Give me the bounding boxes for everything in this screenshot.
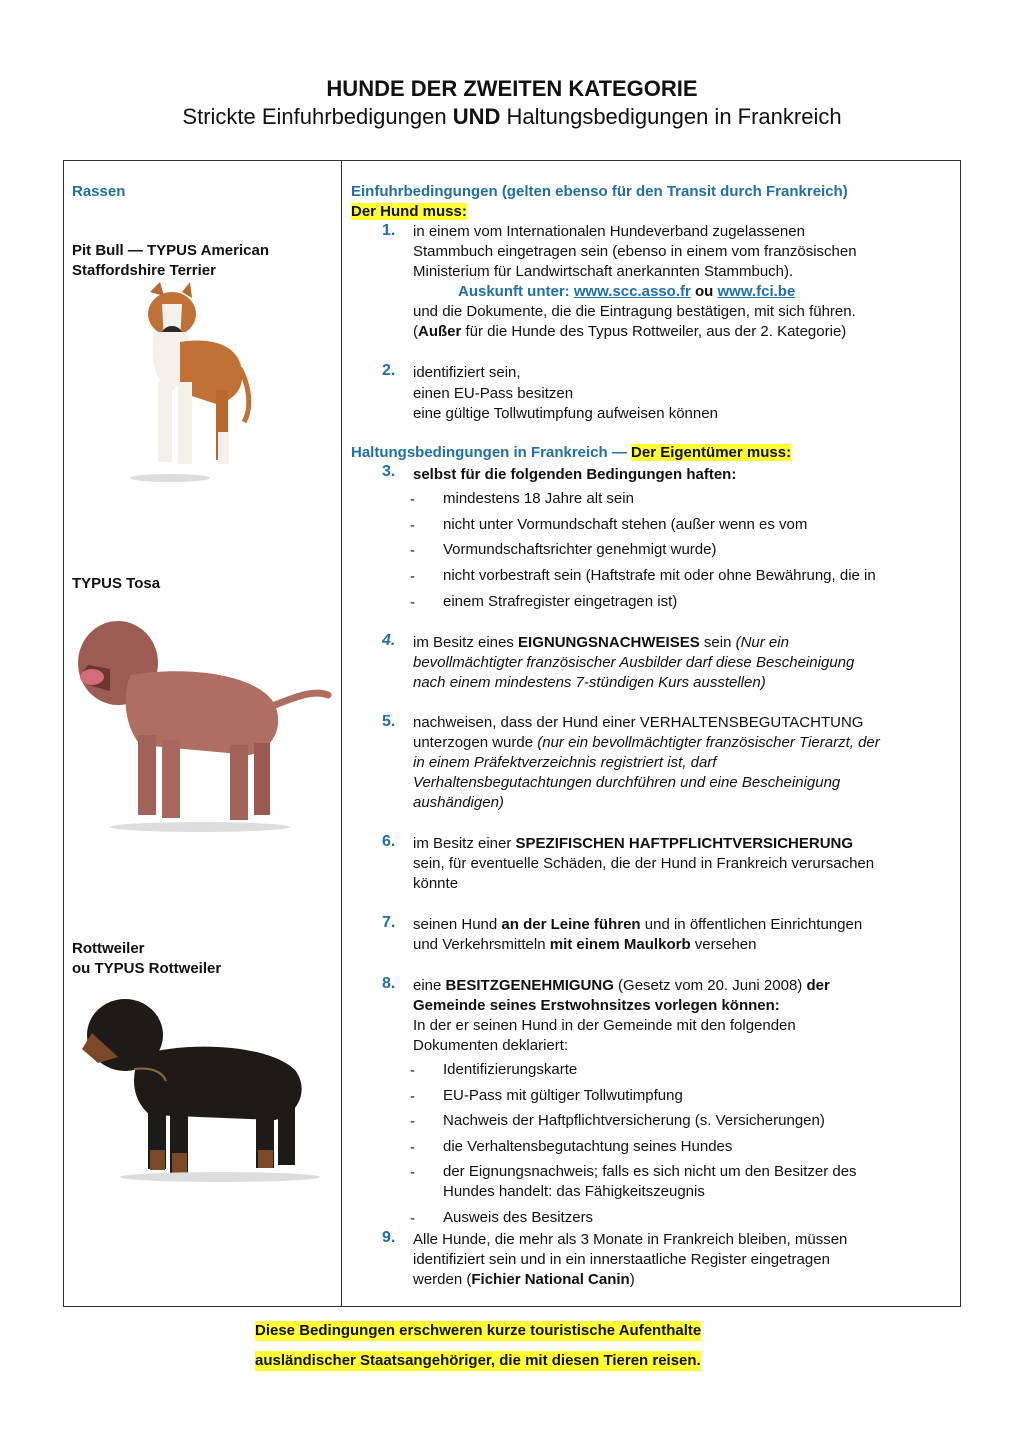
- breed-label-line: ou TYPUS Rottweiler: [72, 960, 222, 977]
- dog-must-label: Der Hund muss:: [351, 203, 467, 220]
- item-1-text-cont: [413, 302, 856, 342]
- item-5-text: [413, 713, 880, 813]
- item-number-9: 9.: [382, 1229, 396, 1246]
- text-bold: mit einem Maulkorb: [549, 936, 691, 953]
- tosa-photo: [70, 605, 335, 835]
- item-8-text: [413, 976, 830, 1056]
- breed-rottweiler-label: [72, 939, 221, 979]
- text-line: Gemeinde seines Erstwohnsitzes vorlegen können:: [413, 997, 780, 1014]
- page-subtitle: [0, 104, 1024, 130]
- item-number-2: 2.: [382, 362, 396, 379]
- item-9-text: [413, 1230, 847, 1290]
- breed-label-line: Staffordshire Terrier: [72, 262, 216, 279]
- item-number-1: 1.: [382, 222, 396, 239]
- breed-tosa-label: TYPUS Tosa: [72, 575, 161, 592]
- text-line: in einem Präfektverzeichnis registriert ist, darf: [413, 754, 717, 771]
- item-number-8: 8.: [382, 975, 396, 992]
- breed-label-line: Rottweiler: [72, 940, 145, 957]
- item-number-3: 3.: [382, 463, 396, 480]
- text-italic: (Nur ein: [735, 634, 789, 651]
- text-line: nach einem mindestens 7-stündigen Kurs ausstellen): [413, 674, 766, 691]
- owner-must-label: Der Eigentümer muss:: [631, 444, 792, 461]
- item-number-7: 7.: [382, 914, 396, 931]
- rottweiler-photo: [70, 985, 335, 1185]
- text-line: Stammbuch eingetragen sein (ebenso in einem vom französischen: [413, 243, 857, 260]
- item-7-text: [413, 915, 862, 955]
- text-part: unterzogen wurde: [413, 734, 538, 751]
- info-line: [458, 282, 795, 302]
- document-item: der Eignungsnachweis; falls es sich nicht um den Besitzer des: [443, 1163, 857, 1180]
- text-line: bevollmächtigter französischer Ausbilder darf diese Bescheinigung: [413, 654, 855, 671]
- footer-note-line-2: ausländischer Staatsangehöriger, die mit diesen Tieren reisen.: [255, 1352, 701, 1369]
- item-3-text: selbst für die folgenden Bedingungen haften:: [413, 466, 737, 483]
- text-part: sein: [699, 634, 736, 651]
- bullet-dash: -: [410, 542, 415, 559]
- text-line: Dokumenten deklariert:: [413, 1037, 569, 1054]
- text-part: und in öffentlichen Einrichtungen: [640, 916, 863, 933]
- text-bold: an der Leine führen: [501, 916, 641, 933]
- text-line: Alle Hunde, die mehr als 3 Monate in Frankreich bleiben, müssen: [413, 1231, 848, 1248]
- document-item: Ausweis des Besitzers: [443, 1209, 594, 1226]
- info-label: Auskunft unter:: [458, 283, 574, 300]
- item-number-6: 6.: [382, 833, 396, 850]
- text-line: [413, 976, 830, 996]
- text-part: ): [629, 1271, 635, 1288]
- text-bold: SPEZIFISCHEN HAFTPFLICHTVERSICHERUNG: [515, 835, 854, 852]
- text-part: im Besitz einer: [413, 835, 516, 852]
- text-bold: der: [806, 977, 830, 994]
- page-title: HUNDE DER ZWEITEN KATEGORIE: [326, 76, 698, 101]
- keeping-heading: [351, 443, 791, 463]
- text-bold: BESITZGENEHMIGUNG: [445, 977, 614, 994]
- document-item-cont: Hundes handelt: das Fähigkeitszeugnis: [443, 1183, 705, 1200]
- text-line: könnte: [413, 875, 459, 892]
- bullet-dash: -: [410, 1210, 415, 1227]
- text-part: werden (: [413, 1271, 472, 1288]
- breeds-heading: Rassen: [72, 183, 126, 200]
- text-line: und die Dokumente, die die Eintragung bestätigen, mit sich führen.: [413, 303, 856, 320]
- item-2-line-2: einen EU-Pass besitzen: [413, 385, 574, 402]
- document-item: EU-Pass mit gültiger Tollwutimpfung: [443, 1087, 683, 1104]
- keeping-heading-text: Haltungsbedingungen in Frankreich —: [351, 444, 632, 461]
- text-line: Ministerium für Landwirtschaft anerkannten Stammbuch).: [413, 263, 794, 280]
- fci-link[interactable]: www.fci.be: [717, 283, 796, 300]
- text-line: Verhaltensbegutachtungen durchführen und eine Bescheinigung: [413, 774, 841, 791]
- pitbull-photo: [120, 282, 260, 487]
- footer-note-line-1: Diese Bedingungen erschweren kurze touristische Aufenthalte: [255, 1322, 702, 1339]
- text-line: [413, 733, 880, 753]
- item-number-5: 5.: [382, 713, 396, 730]
- bullet-dash: -: [410, 1139, 415, 1156]
- bullet-dash: -: [410, 1088, 415, 1105]
- import-heading: Einfuhrbedingungen (gelten ebenso für den Transit durch Frankreich): [351, 183, 848, 200]
- condition-item: mindestens 18 Jahre alt sein: [443, 490, 634, 507]
- condition-item: nicht vorbestraft sein (Haftstrafe mit oder ohne Bewährung, die in: [443, 567, 876, 584]
- condition-item: Vormundschaftsrichter genehmigt wurde): [443, 541, 717, 558]
- text-bold: EIGNUNGSNACHWEISES: [518, 634, 700, 651]
- text-bold: Außer: [418, 323, 462, 340]
- text-part: im Besitz eines: [413, 634, 519, 651]
- text-part: versehen: [690, 936, 757, 953]
- text-bold: Fichier National Canin: [471, 1271, 630, 1288]
- document-item: die Verhaltensbegutachtung seines Hundes: [443, 1138, 733, 1155]
- bullet-dash: -: [410, 568, 415, 585]
- subtitle-emphasis: UND: [452, 104, 501, 129]
- item-2-line-3: eine gültige Tollwutimpfung aufweisen können: [413, 405, 718, 422]
- text-line: [413, 935, 862, 955]
- scc-link[interactable]: www.scc.asso.fr: [573, 283, 691, 300]
- bullet-dash: -: [410, 491, 415, 508]
- document-item: Nachweis der Haftpflichtversicherung (s. Versicherungen): [443, 1112, 825, 1129]
- item-number-4: 4.: [382, 632, 396, 649]
- text-part: (Gesetz vom 20. Juni 2008): [613, 977, 807, 994]
- text-part: seinen Hund: [413, 916, 502, 933]
- item-1-text: [413, 222, 857, 282]
- item-4-text: [413, 633, 854, 693]
- document-item: Identifizierungskarte: [443, 1061, 578, 1078]
- text-italic: (nur ein bevollmächtigter französischer Tierarzt, der: [537, 734, 880, 751]
- text-line: In der er seinen Hund in der Gemeinde mit den folgenden: [413, 1017, 796, 1034]
- subtitle-part: Haltungsbedigungen in Frankreich: [500, 104, 842, 129]
- bullet-dash: -: [410, 1062, 415, 1079]
- bullet-dash: -: [410, 1164, 415, 1181]
- text-line: [413, 834, 874, 854]
- bullet-dash: -: [410, 517, 415, 534]
- text-part: für die Hunde des Typus Rottweiler, aus der 2. Kategorie): [461, 323, 847, 340]
- column-divider: [341, 160, 342, 1307]
- item-6-text: [413, 834, 874, 894]
- condition-item: nicht unter Vormundschaft stehen (außer wenn es vom: [443, 516, 808, 533]
- text-line: nachweisen, dass der Hund einer VERHALTENSBEGUTACHTUNG: [413, 714, 864, 731]
- text-line: sein, für eventuelle Schäden, die der Hund in Frankreich verursachen: [413, 855, 875, 872]
- text-line: [413, 915, 862, 935]
- text-line: [413, 1270, 847, 1290]
- info-or: ou: [690, 283, 718, 300]
- text-line: [413, 633, 854, 653]
- bullet-dash: -: [410, 1113, 415, 1130]
- text-line: [413, 322, 856, 342]
- condition-item: einem Strafregister eingetragen ist): [443, 593, 678, 610]
- bullet-dash: -: [410, 594, 415, 611]
- text-part: und Verkehrsmitteln: [413, 936, 550, 953]
- text-line: aushändigen): [413, 794, 504, 811]
- breed-pitbull-label: [72, 241, 269, 281]
- item-2-line-1: identifiziert sein,: [413, 364, 521, 381]
- text-line: identifiziert sein und in ein innerstaatliche Register eingetragen: [413, 1251, 830, 1268]
- text-line: in einem vom Internationalen Hundeverband zugelassenen: [413, 223, 805, 240]
- text-part: eine: [413, 977, 446, 994]
- breed-label-line: Pit Bull — TYPUS American: [72, 242, 269, 259]
- subtitle-part: Strickte Einfuhrbedigungen: [182, 104, 453, 129]
- text-part: (: [413, 323, 418, 340]
